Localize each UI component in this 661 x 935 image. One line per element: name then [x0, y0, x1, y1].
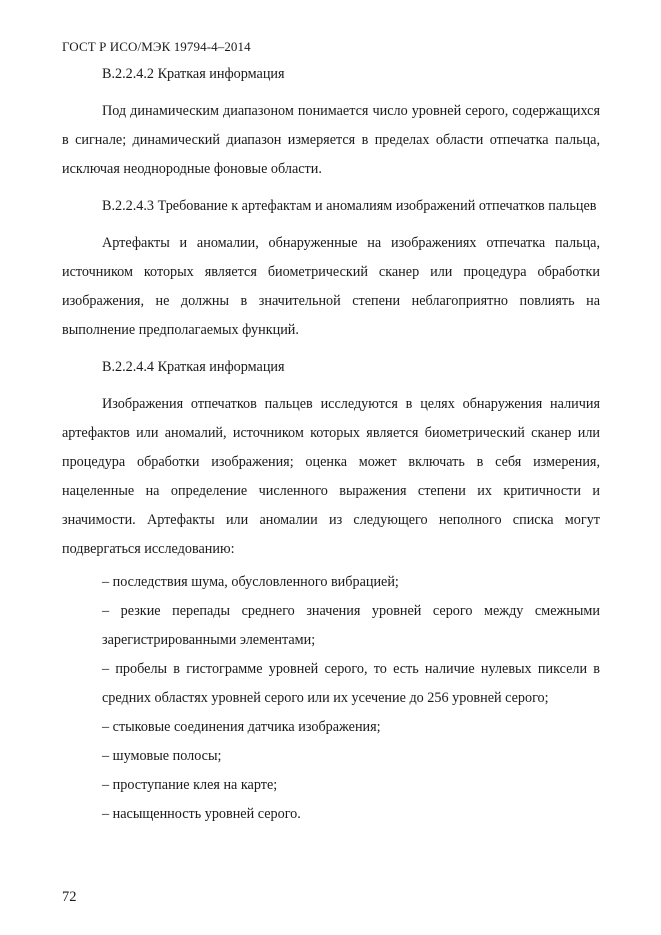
section-heading-b2243: В.2.2.4.3 Требование к артефактам и аномалиям изображений отпечатков пальцев — [102, 198, 597, 214]
paragraph-dynamic-range: Под динамическим диапазоном понимается число уровней серого, содержащихся в сигнале; динамический диапазон измеряется в пределах области отпечатка пальца, исключая неоднородные фоновые области. — [62, 103, 600, 177]
page-number: 72 — [62, 889, 77, 905]
list-item: – насыщенность уровней серого. — [102, 806, 301, 822]
section-heading-b2244: В.2.2.4.4 Краткая информация — [102, 359, 285, 375]
artifact-list — [62, 568, 600, 829]
paragraph-artifact-examination: Изображения отпечатков пальцев исследуются в целях обнаружения наличия артефактов или аномалий, источником которых является биометрический сканер или процедура обработки изображения; оценка может включать в себя измерения, нацеленные на определение численного выражения степени их критичности и значимости. Артефакты или аномалии из следующего неполного списка могут подвергаться исследованию: — [62, 396, 600, 557]
list-item: – последствия шума, обусловленного вибрацией; — [102, 574, 399, 590]
list-item: – резкие перепады среднего значения уровней серого между смежными зарегистрированными элементами; — [102, 603, 600, 648]
list-item: – проступание клея на карте; — [102, 777, 278, 793]
list-item: – шумовые полосы; — [102, 748, 222, 764]
section-heading-b2242: В.2.2.4.2 Краткая информация — [102, 66, 285, 82]
list-item: – пробелы в гистограмме уровней серого, то есть наличие нулевых пиксели в средних областях уровней серого или их усечение до 256 уровней серого; — [102, 661, 600, 706]
document-code: ГОСТ Р ИСО/МЭК 19794-4–2014 — [62, 39, 251, 54]
paragraph-artifact-requirement: Артефакты и аномалии, обнаруженные на изображениях отпечатка пальца, источником которых является биометрический сканер или процедура обработки изображения, не должны в значительной степени неблагоприятно повлиять на выполнение предполагаемых функций. — [62, 235, 600, 338]
document-body — [62, 60, 600, 829]
list-item: – стыковые соединения датчика изображения; — [102, 719, 381, 735]
